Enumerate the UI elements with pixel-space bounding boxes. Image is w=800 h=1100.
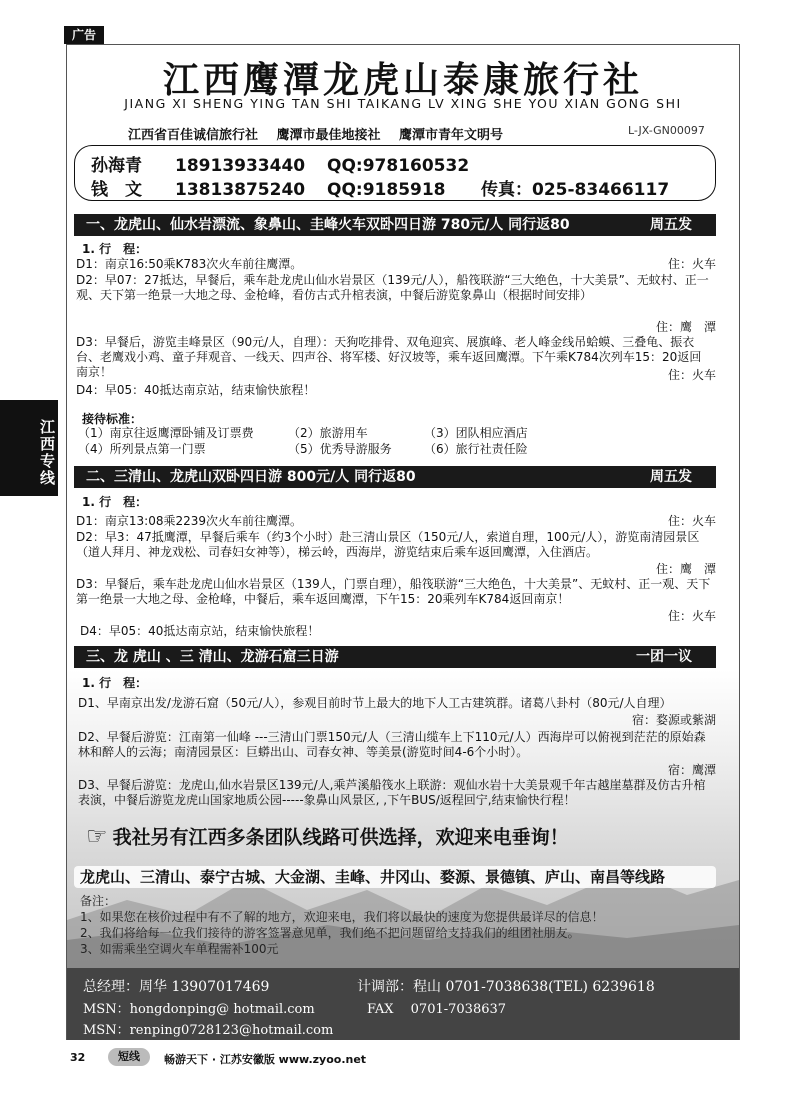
note-item: 2、我们将给每一位我们接待的游客签署意见单，我们绝不把问题留给支持我们的组团社朋友。 [80,926,580,940]
day-stay: 住：火车 [667,514,716,528]
day-row [76,383,716,399]
footer-contacts [67,968,739,1040]
section-tag: 短线 [108,1048,150,1066]
agency-title: 江西鹰潭龙虎山泰康旅行社 [162,59,643,101]
license-number: L-JX-GN00097 [628,124,705,137]
day-stay: 住：鹰 潭 [655,320,716,334]
day-row [76,335,716,383]
dispatch-contact: 计调部：程山 0701-7038638(TEL) 6239618 [357,979,655,995]
section-1-header [74,214,716,236]
itinerary-label: 1. 行 程： [82,676,148,690]
day-row [76,577,716,624]
section-schedule: 一团一议 [636,649,692,665]
section-schedule: 周五发 [650,217,692,233]
msn-contact-1: MSN：hongdonping@ hotmail.com [83,1002,315,1017]
contact-line-1 [91,151,469,176]
standard-item: （1）南京往返鹰潭卧铺及订票费 [78,426,254,440]
day-text: D1：南京13:08乘2239次火车前往鹰潭。 [76,514,302,528]
day-row [76,514,716,530]
day-stay: 住：火车 [667,609,716,623]
day-stay: 宿：婺源或紫湖 [631,713,716,727]
section-2-itinerary [76,514,716,640]
day-row [76,257,716,273]
section-schedule: 周五发 [650,469,692,485]
notes-label: 备注： [80,894,117,908]
standard-item: （4）所列景点第一门票 [78,442,206,456]
day-stay: 住：火车 [667,368,716,382]
promo-headline [86,822,726,850]
contact-name: 钱 文 [91,180,142,200]
day-text: D2、早餐后游览：江南第一仙峰 ---三清山门票150元/人（三清山缆车上下110元/人）西海岸可以俯视到茫茫的原始森林和醉人的云海；南清园景区：巨蟒出山、司春女神、等美景(游览时间4-6个小时）。 [78,730,706,759]
contact-phone: 13813875240 [175,180,306,200]
day-row [76,273,716,335]
note-item: 3、如需乘坐空调火车单程需补100元 [80,942,279,956]
contact-qq: QQ:9185918 [327,180,446,200]
day-stay: 住：火车 [667,257,716,271]
page-footer [64,1048,744,1070]
day-text: D4：早05：40抵达南京站，结束愉快旅程！ [80,624,320,638]
itinerary-label: 1. 行 程： [82,242,148,256]
section-3-itinerary [78,696,716,812]
contact-line-2 [91,175,669,200]
ad-tag: 广告 [64,26,104,44]
contact-fax: 传真：025-83466117 [481,180,670,200]
standard-item: （6）旅行社责任险 [424,442,528,456]
day-text: D2：早3：47抵鹰潭，早餐后乘车（约3个小时）赴三清山景区（150元/人，索道自理，100元/人），游览南清园景区（道人拜月、神龙戏松、司春妇女神等），梯云岭，西海岸，游览结束后乘车返回鹰潭，入住酒店。 [76,530,700,559]
honors-line: 江西省百佳诚信旅行社 鹰潭市最佳地接社 鹰潭市青年文明号 [128,128,504,143]
contact-phone: 18913933440 [175,156,306,176]
standard-item: （2）旅游用车 [288,426,368,440]
day-text: D3、早餐后游览：龙虎山,仙水岩景区139元/人,乘芦溪船筏水上联游：观仙水岩十大美景观千年古越崖墓群及仿古升棺表演，中餐后游览龙虎山国家地质公园-----象鼻山风景区, ,下午BUS/返程回宁,结束愉快行程！ [78,778,706,807]
day-text: D3：早餐后，游览圭峰景区（90元/人，自理）：天狗吃排骨、双龟迎宾、展旗峰、老人峰金线吊蛤蟆、三叠龟、振衣台、老鹰戏小鸡、童子拜观音、一线天、四声谷、将军楼、好汉坡等，乘车返回鹰潭。下午乘K784次列车15：20返回南京！ [76,335,702,379]
day-text: D4：早05：40抵达南京站，结束愉快旅程！ [76,383,316,397]
note-item: 1、如果您在核价过程中有不了解的地方，欢迎来电，我们将以最快的速度为您提供最详尽的信息！ [80,910,604,924]
msn-contact-2: MSN：renping0728123@hotmail.com [83,1023,334,1038]
day-row [76,530,716,577]
section-3-header [74,646,716,668]
standards-label: 接待标准： [82,412,143,426]
agency-title-pinyin: JIANG XI SHENG YING TAN SHI TAIKANG LV XING SHE YOU XIAN GONG SHI [124,96,682,111]
day-row [78,696,716,730]
day-row [78,778,716,812]
day-stay: 宿：鹰潭 [667,763,716,777]
standard-item: （5）优秀导游服务 [288,442,392,456]
promo-headline-text: 我社另有江西多条团队线路可供选择，欢迎来电垂询！ [112,826,569,849]
publication-name: 畅游天下 · 江苏安徽版 www.zyoo.net [164,1053,367,1066]
fax-contact: FAX 0701-7038637 [367,1002,507,1017]
day-stay: 住：鹰 潭 [655,562,716,576]
section-1-itinerary [76,257,716,399]
day-text: D1、早南京出发/龙游石窟（50元/人），参观目前时节上最大的地下人工古建筑群。诸葛八卦村（80元/人自理） [78,696,672,710]
day-row [76,624,716,640]
section-title: 三、龙 虎山 、三 清山、龙游石窟三日游 [86,649,339,665]
contact-name: 孙海青 [91,156,142,176]
section-title: 一、龙虎山、仙水岩漂流、象鼻山、圭峰火车双卧四日游 780元/人 同行返80 [86,217,570,233]
page-number: 32 [70,1051,86,1064]
day-text: D1：南京16:50乘K783次火车前往鹰潭。 [76,257,303,271]
day-text: D2：早07：27抵达，早餐后，乘车赴龙虎山仙水岩景区（139元/人），船筏联游“三大绝色，十大美景”、无蚊村、正一观、天下第一绝景一大地之母、金枪峰，看仿古式升棺表演，中餐后游览象鼻山（根据时间安排） [76,273,709,302]
day-text: D3：早餐后，乘车赴龙虎山仙水岩景区（139人，门票自理），船筏联游“三大绝色，十大美景”、无蚊村、正一观、天下第一绝景一大地之母、金枪峰，中餐后，乘车返回鹰潭，下午15：20乘列车K784返回南京！ [76,577,711,606]
side-tab-jiangxi: 江西专线 [0,400,58,496]
contact-box [74,145,716,201]
contact-qq: QQ:978160532 [327,156,470,176]
manager-contact: 总经理：周华 13907017469 [83,979,270,995]
section-title: 二、三清山、龙虎山双卧四日游 800元/人 同行返80 [86,469,416,485]
promo-routes: 龙虎山、三清山、泰宁古城、大金湖、圭峰、井冈山、婺源、景德镇、庐山、南昌等线路 [80,868,666,886]
day-row [78,730,716,778]
section-2-header [74,466,716,488]
itinerary-label: 1. 行 程： [82,495,148,509]
standard-item: （3）团队相应酒店 [424,426,528,440]
pointing-hand-icon: ☞ [86,822,108,850]
